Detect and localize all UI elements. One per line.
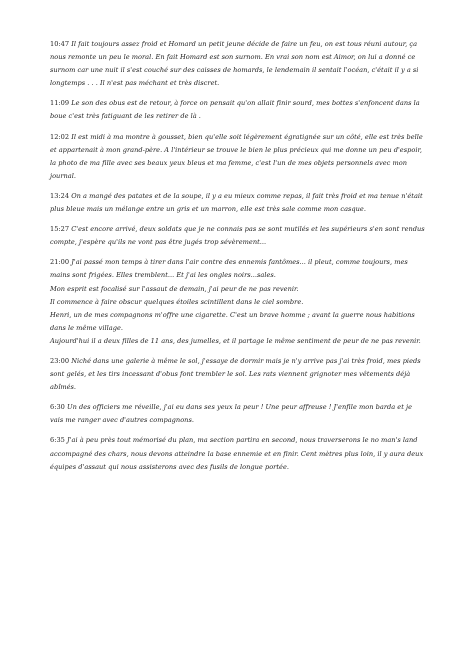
entry-text: C'est encore arrivé, deux soldats que je ne connais pas se sont mutilés et les supérieurs s'en sont rendus compte, j'espère qu'ils ne vont pas être jugés trop sévèrement... — [50, 225, 425, 247]
entry-paragraph — [50, 256, 426, 282]
entry-text: Il fait toujours assez froid et Homard un petit jeune décide de faire un feu, on est tous réuni autour, ça nous remonte un peu le moral. En fait Homard est son surnom. En vrai son nom est Aimor, on lui a donné ce surnom car une nuit il s'est couché sur des caisses de homards, le lendemain il sentait l'océan, c'était il y a si longtemps . . . Il n'est pas méchant et très discret. — [50, 40, 419, 88]
entry-paragraph — [50, 355, 426, 394]
entry-paragraph — [50, 131, 426, 183]
journal-entry — [50, 97, 426, 123]
journal-entry — [50, 256, 426, 348]
journal-entry — [50, 355, 426, 394]
journal-entry — [50, 190, 426, 216]
entry-time: 23:00 — [50, 356, 70, 365]
entry-text: Un des officiers me réveille, j'ai eu dans ses yeux la peur ! Une peur affreuse ! J'enfile mon barda et je vais me ranger avec d'autres compagnons. — [50, 403, 412, 425]
entry-time: 10:47 — [50, 40, 70, 48]
entry-text: Il est midi à ma montre à gousset, bien qu'elle soit légèrement égratignée sur un côté, elle est très belle et appartenait à mon grand-père. A l'intérieur se trouve le bien le plus précieux qui me donne un peu d'espoir, la photo de ma fille avec ses beaux yeux bleus et ma femme, c'est l'un de mes objets personnels avec mon journal. — [50, 132, 423, 180]
entry-line: Henri, un de mes compagnons m'offre une cigarette. C'est un brave homme ; avant la guerre nous habitions dans le même village. — [50, 310, 415, 332]
entry-line: Mon esprit est focalisé sur l'assaut de demain, j'ai peur de ne pas revenir. — [50, 284, 299, 293]
entry-line: Il commence à faire obscur quelques étoiles scintillent dans le ciel sombre. — [50, 297, 304, 306]
journal-entry — [50, 223, 426, 249]
journal-entry — [50, 38, 426, 90]
entry-time: 6:30 — [50, 403, 65, 412]
entry-time: 11:09 — [50, 99, 70, 108]
journal-entry — [50, 131, 426, 183]
entry-time: 12:02 — [50, 132, 70, 141]
journal-entries — [50, 38, 426, 481]
entry-text: J'ai passé mon temps à tirer dans l'air contre des ennemis fantômes... il pleut, comme toujours, mes mains sont frigées. Elles tremblent... Et j'ai les ongles noirs...sales. — [50, 258, 408, 280]
entry-text: J'ai à peu près tout mémorisé du plan, ma section partira en second, nous traverserons le no man's land accompagné des chars, nous devons atteindre la base ennemie et en finir. Cent mètres plus loin, il y aura deux équipes d'assaut qui nous assisterons avec des fusils de longue portée. — [50, 436, 424, 471]
entry-time: 15:27 — [50, 225, 70, 234]
entry-time: 21:00 — [50, 258, 70, 267]
entry-text: On a mangé des patates et de la soupe, il y a eu mieux comme repas, il fait très froid et ma tenue n'était plus bleue mais un mélange entre un gris et un marron, elle est très sale comme mon casque. — [50, 191, 423, 214]
entry-line: Aujourd'hui il a deux filles de 11 ans, des jumelles, et il partage le même sentiment de peur de ne pas revenir. — [50, 336, 421, 345]
entry-paragraph — [50, 38, 426, 90]
entry-paragraph — [50, 223, 426, 249]
entry-paragraph — [50, 434, 426, 473]
entry-paragraph — [50, 97, 426, 123]
entry-time: 6:35 — [50, 436, 65, 445]
entry-paragraph — [50, 190, 426, 216]
entry-paragraph — [50, 401, 426, 427]
entry-time: 13:24 — [50, 191, 70, 200]
entry-text: Le son des obus est de retour, à force on pensait qu'on allait finir sourd, mes bottes s'enfoncent dans la boue c'est très fatiguant de les retirer de là . — [50, 99, 420, 121]
journal-entry — [50, 434, 426, 473]
journal-entry — [50, 401, 426, 427]
entry-text: Niché dans une galerie à même le sol, j'essaye de dormir mais je n'y arrive pas j'ai très froid, mes pieds sont gelés, et les tirs incessant d'obus font trembler le sol. Les rats viennent grignoter mes vêtements déjà abîmés. — [50, 356, 421, 392]
